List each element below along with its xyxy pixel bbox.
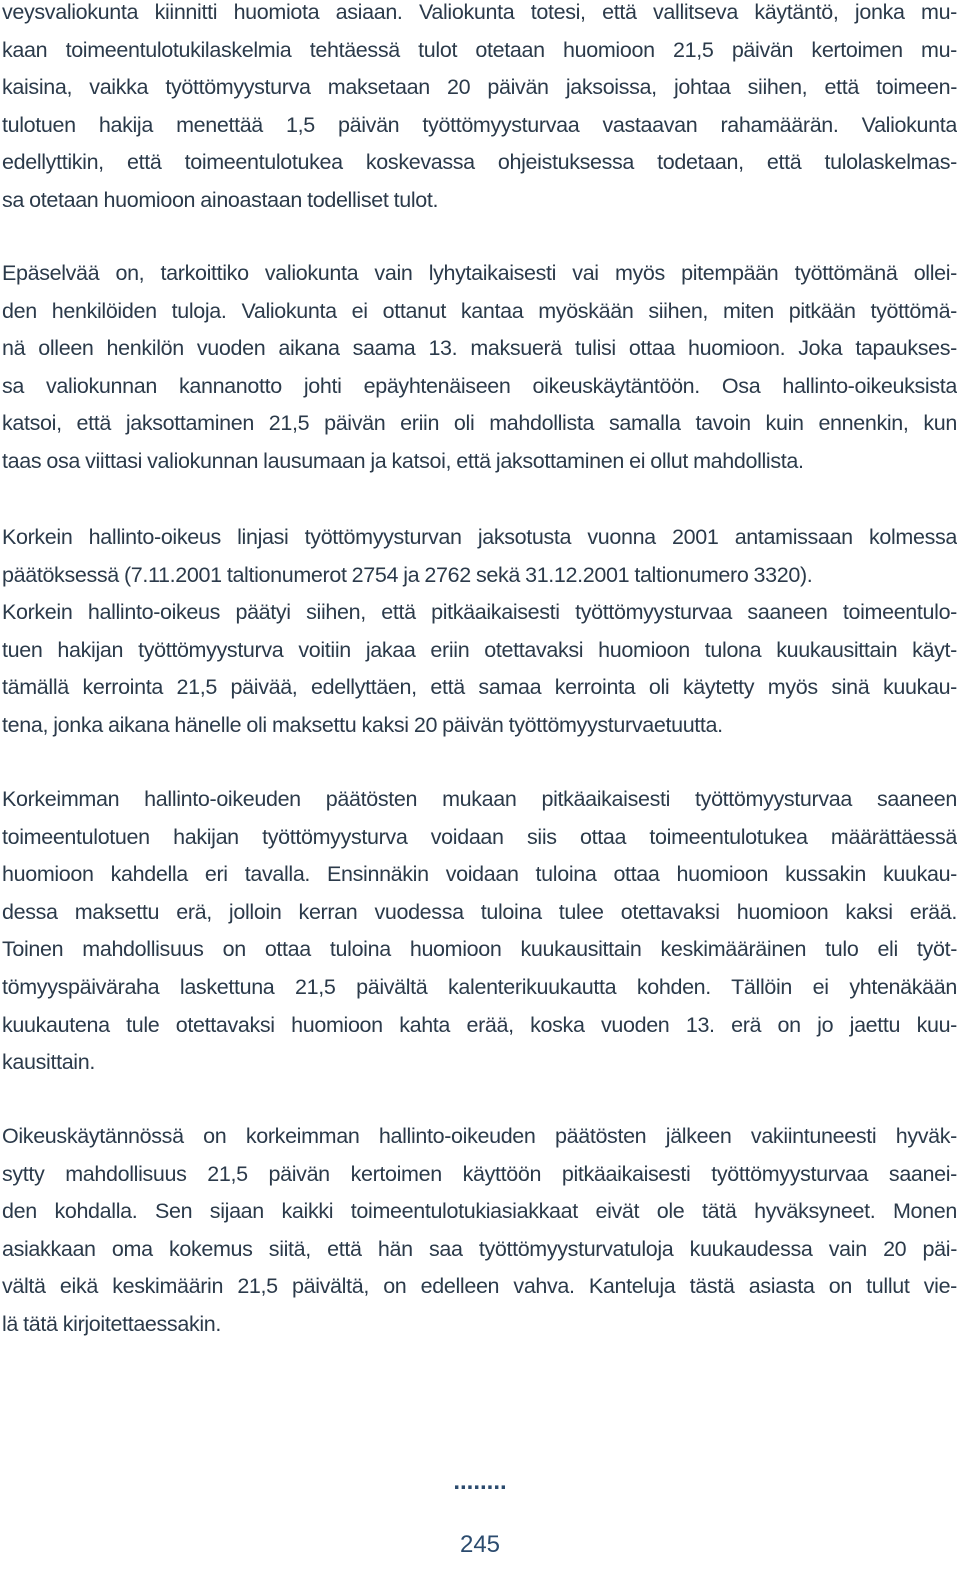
text-line: dessa maksettu erä, jolloin kerran vuodessa tuloina tulee otettavaksi huomioon kaksi erää. [2,899,957,924]
paragraph-5 [2,1118,957,1344]
text-line: kaan toimeentulotukilaskelmia tehtäessä tulot otetaan huomioon 21,5 päivän kertoimen mu- [2,37,957,62]
text-line: katsoi, että jaksottaminen 21,5 päivän eriin oli mahdollista samalla tavoin kuin ennenkin, kun [2,411,957,436]
text-line: kaisina, vaikka työttömyysturva maksetaan 20 päivän jaksoissa, johtaa siihen, että toimeen- [2,75,957,100]
text-line: sa valiokunnan kannanotto johti epäyhtenäiseen oikeuskäytäntöön. Osa hallinto-oikeuksista [2,373,957,398]
paragraph-4 [2,781,957,1082]
text-line: Korkeimman hallinto-oikeuden päätösten mukaan pitkäaikaisesti työttömyysturvaa saaneen [2,787,957,811]
text-line: veysvaliokunta kiinnitti huomiota asiaan. Valiokunta totesi, että vallitseva käytäntö, jonka mu- [2,0,957,24]
text-line: asiakkaan oma kokemus siitä, että hän saa työttömyysturvatuloja kuukaudessa vain 20 päi- [2,1236,957,1261]
text-line: toimeentulotuen hakijan työttömyysturva voidaan siis ottaa toimeentulotukea määrättäessä [2,824,957,849]
text-line: sa otetaan huomioon ainoastaan todelliset tulot. [2,187,439,212]
text-line: nä olleen henkilön vuoden aikana saama 13. maksuerä tulisi ottaa huomioon. Joka tapaukses- [2,336,957,361]
text-line: sytty mahdollisuus 21,5 päivän kertoimen käyttöön pitkäaikaisesti työttömyysturvaa saanei- [2,1161,957,1186]
text-line: den henkilöiden tuloja. Valiokunta ei ottanut kantaa myöskään siihen, miten pitkään työttömä- [2,298,957,323]
text-line: lä tätä kirjoitettaessakin. [2,1311,221,1336]
text-line: kausittain. [2,1050,95,1075]
text-line: kuukautena tule otettavaksi huomioon kahta erää, koska vuoden 13. erä on jo jaettu kuu- [2,1012,957,1037]
text-line: taas osa viittasi valiokunnan lausumaan ja katsoi, että jaksottaminen ei ollut mahdollista. [2,448,804,473]
text-line: Toinen mahdollisuus on ottaa tuloina huomioon kuukausittain keskimääräinen tulo eli työt- [2,937,957,962]
text-line: vältä eikä keskimäärin 21,5 päivältä, on edelleen vahva. Kanteluja tästä asiasta on tullut vie- [2,1274,957,1299]
text-line: edellyttikin, että toimeentulotukea koskevassa ohjeistuksessa todetaan, että tulolaskelmas- [2,150,957,175]
paragraph-3 [2,519,957,745]
text-line: tena, jonka aikana hänelle oli maksettu kaksi 20 päivän työttömyysturvaetuutta. [2,712,723,737]
paragraph-1 [2,0,957,220]
text-line: Korkein hallinto-oikeus päätyi siihen, että pitkäaikaisesti työttömyysturvaa saaneen toimeentulo- [2,600,957,625]
text-line: Epäselvää on, tarkoittiko valiokunta vain lyhytaikaisesti vai myös pitempään työttömänä ollei- [2,261,957,285]
text-line: tuen hakijan työttömyysturva voitiin jakaa eriin otettavaksi huomioon tulona kuukausittain käyt- [2,637,957,662]
text-line: huomioon kahdella eri tavalla. Ensinnäkin voidaan tuloina ottaa huomioon kussakin kuukau- [2,862,957,887]
paragraph-2 [2,255,957,481]
text-line: tulotuen hakija menettää 1,5 päivän työttömyysturvaa vastaavan rahamäärän. Valiokunta [2,112,957,137]
text-line: tämällä kerrointa 21,5 päivää, edellyttäen, että samaa kerrointa oli käytetty myös sinä kuukau- [2,675,957,700]
text-line: päätöksessä (7.11.2001 taltionumerot 2754 ja 2762 sekä 31.12.2001 taltionumero 3320). [2,562,813,587]
text-line: Korkein hallinto-oikeus linjasi työttömyysturvan jaksotusta vuonna 2001 antamissaan kolmessa [2,525,957,549]
text-line: tömyyspäiväraha laskettuna 21,5 päivältä kalenterikuukautta kohden. Tällöin ei yhtenäkään [2,974,957,999]
page-number: 245 [459,1531,501,1558]
text-line: den kohdalla. Sen sijaan kaikki toimeentulotukiasiakkaat eivät ole tätä hyväksyneet. Monen [2,1199,957,1224]
text-line: Oikeuskäytännössä on korkeimman hallinto-oikeuden päätösten jälkeen vakiintuneesti hyväk- [2,1124,957,1148]
folio-dots: ........ [453,1468,507,1495]
